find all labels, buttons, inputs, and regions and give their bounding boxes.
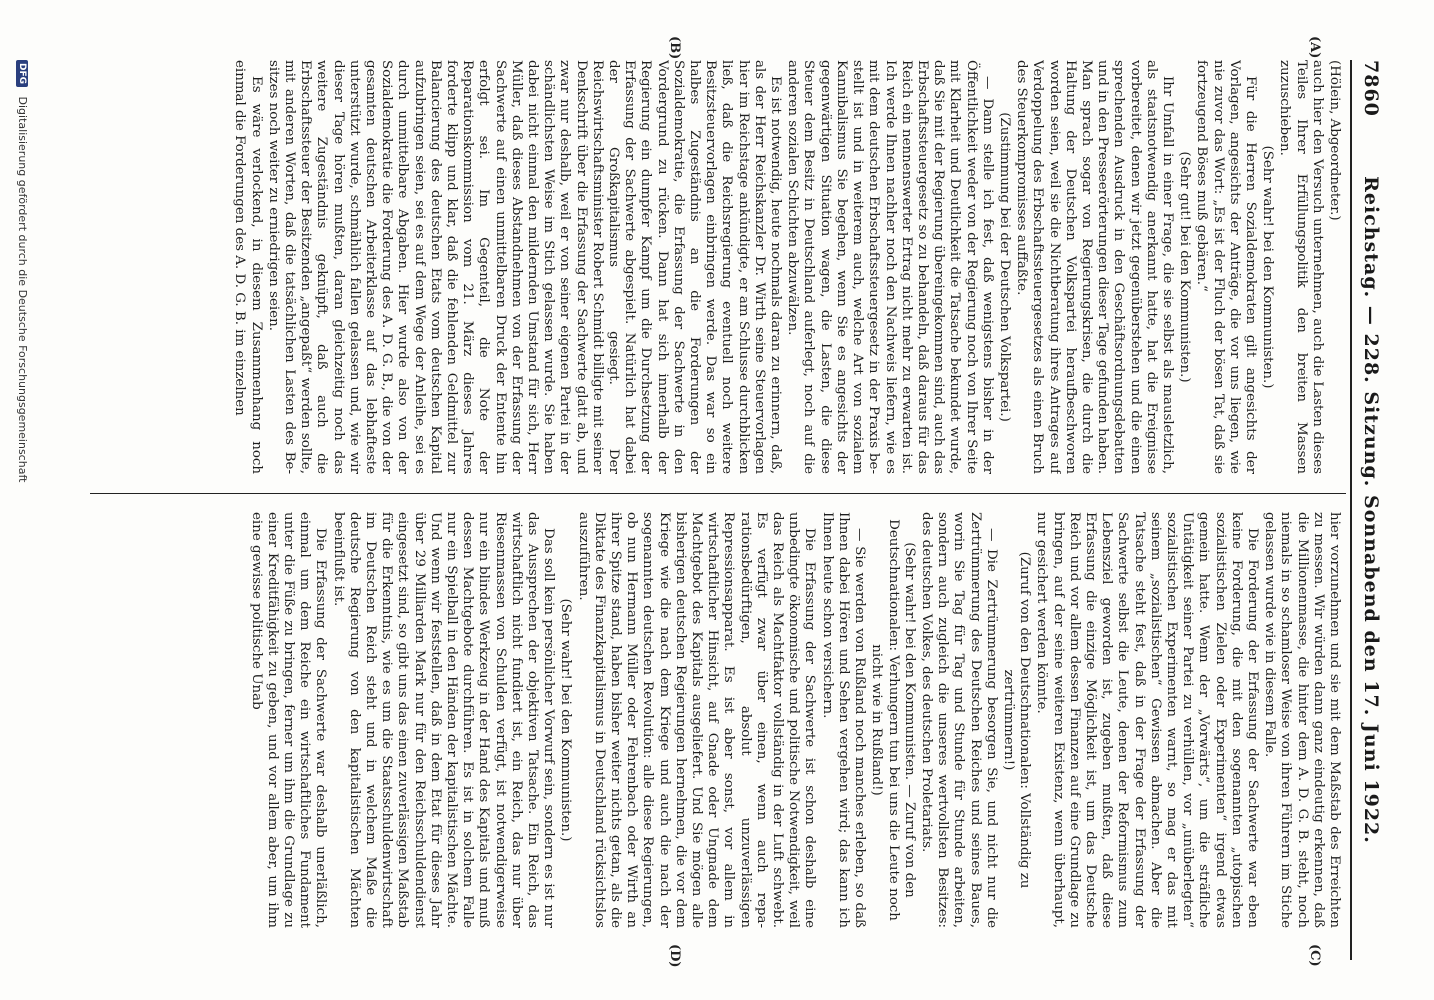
dfg-logo-icon: DFG [16, 60, 28, 87]
page-header [1350, 60, 1392, 960]
paragraph: — Die Zertrümmerung besorgen Sie, und nicht nur die Zertrümmerung des Deutschen Reiches und seines Baues, worin Sie Tag für Tag und Stunde für Stunde arbeiten, sondern auch zugleich die unseres wertvollsten Besitzes: des deutschen Volkes, des deutschen Proletariats. [918, 512, 999, 928]
margin-mark-c: (C) [1307, 944, 1322, 967]
paragraph: Die Forderung der Erfassung der Sachwerte war eben keine Forderung, die mit den sogenannten „utopischen sozialistischen Zielen oder Experimenten“ irgend etwas gemein hatte. Wenn der „Vorwärts“, um die sträfliche Untätigkeit seiner Partei zu verhüllen, vor „unüberlegten“ sozialistischen Experimenten warnt, so mag er das mit seinem „sozialistischen“ Gewissen abmachen. Aber die Tatsache steht fest, daß in der Frage der Erfassung der Sachwerte selbst die Leute, denen der Reformismus zum Lebensziel geworden ist, zugeben mußten, daß diese Erfassung die einzige Möglichkeit ist, um das Deutsche Reich und vor allem dessen Finanzen auf eine Grundlage zu bringen, auf der seine weiteren Existenz, wenn überhaupt, nur gesichert werden könnte. [1034, 512, 1260, 928]
interjection: (Zuruf von den Deutschnationalen: Vollständig zu zertrümmern!) [1000, 551, 1033, 889]
paragraph: hier vorzunehmen und sie mit dem Maßstab des Erreichten zu messen. Wir würden dann ganz eindeutig erkennen, daß die Millionenmasse, die hinter dem A. D. G. B. steht, noch niemals in so schamloser Weise von ihren Führern im Stiche gelassen wurde wie in diesem Falle. [1262, 512, 1342, 928]
paragraph: auch hier den Versuch unternehmen, auch die Lasten dieses Teiles Ihrer Erfüllungspolitik den breiten Massen zuzuschieben. [1277, 60, 1325, 474]
interjection: (Sehr wahr! bei den Kommunisten.) [558, 598, 574, 842]
paragraph: Die Erfassung der Sachwerte war deshalb unerläßlich, einmal um dem Reiche ein wirtschaftliches Fundament unter die Füße zu bringen, ferner um ihm die Grundlage zu einer Kreditfähigkeit zu geben, und vor allem aber, um ihm eine gewisse politische Unab [248, 512, 329, 928]
paragraph: — Dann stelle ich fest, daß wenigstens bisher in der Öffentlichkeit weder von der Regierung noch von Ihrer Seite mit Klarheit und Deutlichkeit die Tatsache bekundet wurde, daß Sie mit der Regierung übereingekommen sind, auch das Erbschaftssteuergesetz so zu behandeln, daß daraus für das Reich ein nennenswerter Ertrag nicht mehr zu erwarten ist. Ich werde Ihnen nachher noch den Nachweis liefern, wie es mit dem deutschen Erbschaftssteuergesetz in der Praxis bestellt ist und in weiterem auch, welche Art von sozialem Kannibalismus Sie begehen, wenn Sie es angesichts der gegenwärtigen Situation wagen, die Lasten, die diese Steuer dem Besitz in Deutschland auferlegt, noch auf die anderen sozialen Schichten abzuwälzen. [785, 60, 995, 474]
running-title: Reichstag. — 228. Sitzung. Sonnabend den 17. Juni 1922. [1360, 176, 1382, 844]
interjection: (Sehr gut! bei den Kommunisten.) [1177, 151, 1193, 383]
margin-mark-a: (A) [1307, 36, 1322, 59]
paragraph: Die Erfassung der Sachwerte ist schon deshalb eine unbedingte ökonomische und politische Notwendigkeit, weil das Reich als Machtfaktor vollständig in der Luft schwebt. Es verfügt zwar über einen, wenn auch reparationsbedürftigen, absolut unzuverlässigen Repressionsapparat. Es ist aber sonst, vor allem in wirtschaftlicher Hinsicht, auf Gnade oder Ungnade dem Machtgebot des Kapitals ausgeliefert. Und Sie mögen alle bisherigen deutschen Regierungen hernehmen, die vor dem Kriege wie die nach dem Kriege und auch die nach der sogenannten deutschen Revolution: alle diese Regierungen, ob nun Hermann Müller oder Fehrenbach oder Wirth an ihrer Spitze stand, haben bisher weiter nichts getan, als die Diktate des Finanzkapitalismus in Deutschland rücksichtslos auszuführen. [575, 512, 818, 928]
column-divider [90, 493, 1346, 494]
margin-mark-b: (B) [667, 36, 682, 60]
left-column [86, 60, 1342, 474]
paragraph: Es ist notwendig, heute nochmals daran zu erinnern, daß, als der Herr Reichskanzler Dr. Wirth seine Steuervorlagen hier im Reichstage ankündigte, er am Schlusse durchblicken ließ, daß die Reichsregierung eventuell noch weitere Besitzsteuervorlagen einbringen werde. Das war so ein halbes Zugeständnis an die Forderungen der Sozialdemokratie, die Erfassung der Sachwerte in den Vordergrund zu rücken. Dann hat sich innerhalb der Regierung ein dumpfer Kampf um die Durchsetzung der Erfassung der Sachwerte abgespielt. Natürlich hat dabei der Großkapitalismus gesiegt. Der Reichswirtschaftsminister Robert Schmidt billigte mit seiner Denkschrift über die Erfassung der Sachwerte glatt ab, und zwar nur deshalb, weil er von seiner eigenen Partei in der schändlichsten Weise im Stich gelassen wurde. Sie haben dabei nicht einmal den mildernden Umstand für sich, Herr Müller, daß dieses Abstandnehmen von der Erfassung der Sachwerte auf einen unmittelbaren Druck der Entente hin erfolgt sei. Im Gegenteil, die Note der Reparationskommission vom 21. März dieses Jahres forderte klipp und klar, daß die fehlenden Geldmittel zur Balancierung des deutschen Etats vom deutschen Kapital aufzubringen seien, sei es auf dem Wege der Anleihe, sei es durch unmittelbare Abgaben. Hier wurde also von der Sozialdemokratie die Forderung des A. D. G. B., die von der gesamten deutschen Arbeiterklasse auf das lebhafteste unterstützt wurde, schmählich fallen gelassen und, wie wir dieser Tage hören mußten, daran gleichzeitig noch das weitere Zugeständnis geknüpft, daß auch die Erbschaftssteuer der Besitzenden „angepaßt“ werden sollte, mit anderen Worten, daß die tatsächlichen Lasten des Besitzes noch weiter zu erniedrigen seien. [265, 60, 784, 474]
page-number: 7860 [1360, 60, 1382, 117]
margin-mark-d: (D) [667, 944, 682, 968]
speaker-line: (Hölein, Abgeordneter.) [1327, 60, 1342, 221]
interjection: (Zustimmung bei der Deutschen Volkspartei.) [996, 112, 1012, 422]
paragraph: — Sie werden von Rußland noch manches erleben, so daß Ihnen dabei Hören und Sehen vergehen wird; das kann ich Ihnen heute schon versichern. [819, 512, 868, 928]
right-column [86, 512, 1342, 928]
paragraph: Für die Herren Sozialdemokraten gilt angesichts der Vorlagen, angesichts der Anträge, die vor uns liegen, wie nie zuvor das Wort: „Es ist der Fluch der bösen Tat, daß sie fortzeugend Böses muß gebären.“ [1194, 60, 1258, 474]
digitization-footer [16, 60, 29, 482]
paragraph: Ihr Umfall in einer Frage, die sie selbst als mausletzlich, als staatsnotwendig anerkannt hatte, hat die Ereignisse vorbereitet, denen wir jetzt gegenüberstehen und die einen sprechenden Ausdruck in den Geschäftsordnungsdebatten und in den Presseerörterungen dieser Tage gefunden haben. Man sprach sogar von Regierungskrisen, die durch die Haltung der Deutschen Volkspartei heraufbeschworen worden seien, weil sie die Nichtberatung ihres Antrages auf Verdoppelung des Erbschaftssteuergesetzes als einen Bruch des Steuerkompromisses auffaßte. [1014, 60, 1175, 474]
interjection: (Sehr wahr! bei den Kommunisten.) [1260, 145, 1276, 389]
paragraph: Das soll kein persönlicher Vorwurf sein, sondern es ist nur das Aussprechen der objektiven Tatsache. Ein Reich, das wirtschaftlich nicht fundiert ist, ein Reich, das nur über Riesenmassen von Schulden verfügt, ist notwendigerweise nur ein blindes Werkzeug in der Hand des Kapitals und muß dessen Machtgebote durchführen. Es ist in solchem Falle nur ein Spielball in den Händen der kapitalistischen Mächte. Und wenn wir feststellen, daß in dem Etat für dieses Jahr über 29 Milliarden Mark nur für den Reichsschuldendienst eingesetzt sind, so gibt uns das einen zuverlässigen Maßstab für die Erkenntnis, wie es um die Staatsschuldenwirtschaft im Deutschen Reich steht und in welchem Maße die deutsche Regierung von den kapitalistischen Mächten beeinflußt ist. [330, 512, 557, 928]
footer-text: Digitalisierung gefördert durch die Deutsche Forschungsgemeinschaft [16, 96, 29, 483]
interjection: (Sehr wahr! bei den Kommunisten. — Zuruf von den Deutschnationalen: Verhungern tun bei uns die Leute noch nicht wie in Rußland!) [869, 519, 917, 921]
paragraph: Es wäre verlockend, in diesem Zusammenhang noch einmal die Forderungen des A. D. G. B. im einzelnen [232, 60, 264, 474]
